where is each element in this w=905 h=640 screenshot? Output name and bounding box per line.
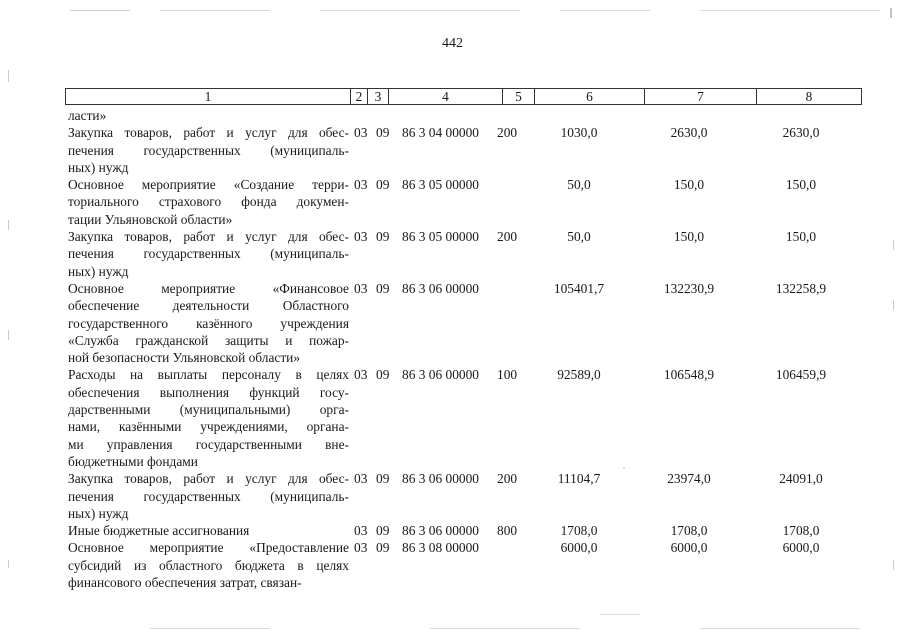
table-row	[0, 522, 905, 539]
description-line: Основное мероприятие «Создание терри-	[68, 177, 349, 193]
subsection-code: 09	[376, 367, 390, 383]
amount-col-7: 6000,0	[670, 540, 708, 556]
amount-col-8: 132258,9	[775, 280, 827, 296]
row-description	[68, 539, 349, 591]
subsection-code: 09	[376, 471, 390, 487]
column-header-6: 6	[535, 89, 645, 105]
description-line: бюджетными фондами	[68, 453, 198, 469]
section-code: 03	[354, 125, 368, 141]
amount-col-8: 6000,0	[782, 540, 820, 556]
amount-col-7: 1708,0	[670, 523, 708, 539]
expense-type-code: 800	[497, 523, 518, 539]
amount-col-8: 150,0	[785, 177, 817, 193]
amount-col-8: 24091,0	[779, 471, 823, 487]
description-line: печения государственных (муниципаль-	[68, 488, 349, 504]
amount-col-8: 1708,0	[782, 523, 820, 539]
description-line: ми управления государственными вне-	[68, 436, 349, 452]
description-line: нами, казёнными учреждениями, органа-	[68, 419, 349, 435]
subsection-code: 09	[376, 540, 390, 556]
amount-col-6: 50,0	[567, 229, 591, 245]
section-code: 03	[354, 367, 368, 383]
amount-col-8: 106459,9	[775, 367, 827, 383]
target-article-code: 86 3 08 00000	[402, 540, 479, 556]
column-header-7: 7	[645, 89, 757, 105]
expense-type-code: 200	[497, 471, 518, 487]
description-line: «Служба гражданской защиты и пожар-	[68, 332, 349, 348]
section-code: 03	[354, 177, 368, 193]
amount-col-6: 6000,0	[560, 540, 598, 556]
description-line: финансового обеспечения затрат, связан-	[68, 575, 302, 591]
amount-col-7: 106548,9	[663, 367, 715, 383]
column-header-row	[65, 88, 862, 105]
expense-type-code: 200	[497, 229, 518, 245]
amount-col-7: 150,0	[673, 229, 705, 245]
description-line: субсидий из областного бюджета в целях	[68, 557, 349, 573]
amount-col-6: 105401,7	[553, 280, 605, 296]
description-line: Расходы на выплаты персоналу в целях	[68, 367, 349, 383]
description-line: ной безопасности Ульяновской области»	[68, 350, 301, 366]
column-header-1: 1	[66, 89, 351, 105]
expense-type-code: 200	[497, 125, 518, 141]
target-article-code: 86 3 06 00000	[402, 367, 479, 383]
row-description	[68, 366, 349, 470]
section-code: 03	[354, 523, 368, 539]
column-header-2: 2	[351, 89, 368, 105]
subsection-code: 09	[376, 177, 390, 193]
description-line: печения государственных (муниципаль-	[68, 142, 349, 158]
amount-col-6: 92589,0	[557, 367, 601, 383]
target-article-code: 86 3 06 00000	[402, 471, 479, 487]
row-description	[68, 228, 349, 280]
subsection-code: 09	[376, 523, 390, 539]
section-code: 03	[354, 229, 368, 245]
table-row	[0, 176, 905, 228]
description-line: Закупка товаров, работ и услуг для обес-	[68, 125, 349, 141]
amount-col-7: 150,0	[673, 177, 705, 193]
subsection-code: 09	[376, 229, 390, 245]
target-article-code: 86 3 06 00000	[402, 523, 479, 539]
amount-col-7: 132230,9	[663, 280, 715, 296]
table-row	[0, 107, 905, 124]
column-header-3: 3	[368, 89, 389, 105]
row-description	[68, 280, 349, 366]
description-line: Закупка товаров, работ и услуг для обес-	[68, 229, 349, 245]
description-line: ториального страхового фонда докумен-	[68, 194, 349, 210]
table-row	[0, 228, 905, 280]
column-header-5: 5	[503, 89, 535, 105]
description-line: дарственными (муниципальными) орга-	[68, 402, 349, 418]
column-header-4: 4	[389, 89, 503, 105]
row-description	[68, 522, 349, 539]
description-line: Иные бюджетные ассигнования	[68, 523, 250, 539]
target-article-code: 86 3 04 00000	[402, 125, 479, 141]
table-row	[0, 470, 905, 522]
description-line: ных) нужд	[68, 263, 129, 279]
description-line: обеспечение деятельности Областного	[68, 298, 349, 314]
table-row	[0, 124, 905, 176]
description-line: ласти»	[68, 108, 107, 123]
description-line: государственного казённого учреждения	[68, 315, 349, 331]
target-article-code: 86 3 05 00000	[402, 229, 479, 245]
amount-col-6: 1030,0	[560, 125, 598, 141]
amount-col-7: 23974,0	[667, 471, 711, 487]
table-row	[0, 366, 905, 470]
row-description	[68, 107, 349, 124]
table-row	[0, 539, 905, 591]
page-number: 442	[442, 36, 463, 51]
section-code: 03	[354, 280, 368, 296]
description-line: Основное мероприятие «Предоставление	[68, 540, 349, 556]
description-line: ных) нужд	[68, 159, 129, 175]
amount-col-7: 2630,0	[670, 125, 708, 141]
amount-col-6: 1708,0	[560, 523, 598, 539]
amount-col-8: 2630,0	[782, 125, 820, 141]
description-line: печения государственных (муниципаль-	[68, 246, 349, 262]
description-line: ных) нужд	[68, 505, 129, 521]
section-code: 03	[354, 540, 368, 556]
row-description	[68, 124, 349, 176]
description-line: тации Ульяновской области»	[68, 211, 233, 227]
table-row	[0, 280, 905, 367]
subsection-code: 09	[376, 280, 390, 296]
expense-type-code: 100	[497, 367, 518, 383]
target-article-code: 86 3 05 00000	[402, 177, 479, 193]
table-body	[0, 107, 905, 591]
description-line: Закупка товаров, работ и услуг для обес-	[68, 471, 349, 487]
subsection-code: 09	[376, 125, 390, 141]
amount-col-6: 11104,7	[557, 471, 601, 487]
amount-col-8: 150,0	[785, 229, 817, 245]
section-code: 03	[354, 471, 368, 487]
description-line: Основное мероприятие «Финансовое	[68, 280, 349, 296]
column-header-8: 8	[757, 89, 862, 105]
row-description	[68, 176, 349, 228]
target-article-code: 86 3 06 00000	[402, 280, 479, 296]
description-line: обеспечения выполнения функций госу-	[68, 384, 349, 400]
row-description	[68, 470, 349, 522]
amount-col-6: 50,0	[567, 177, 591, 193]
